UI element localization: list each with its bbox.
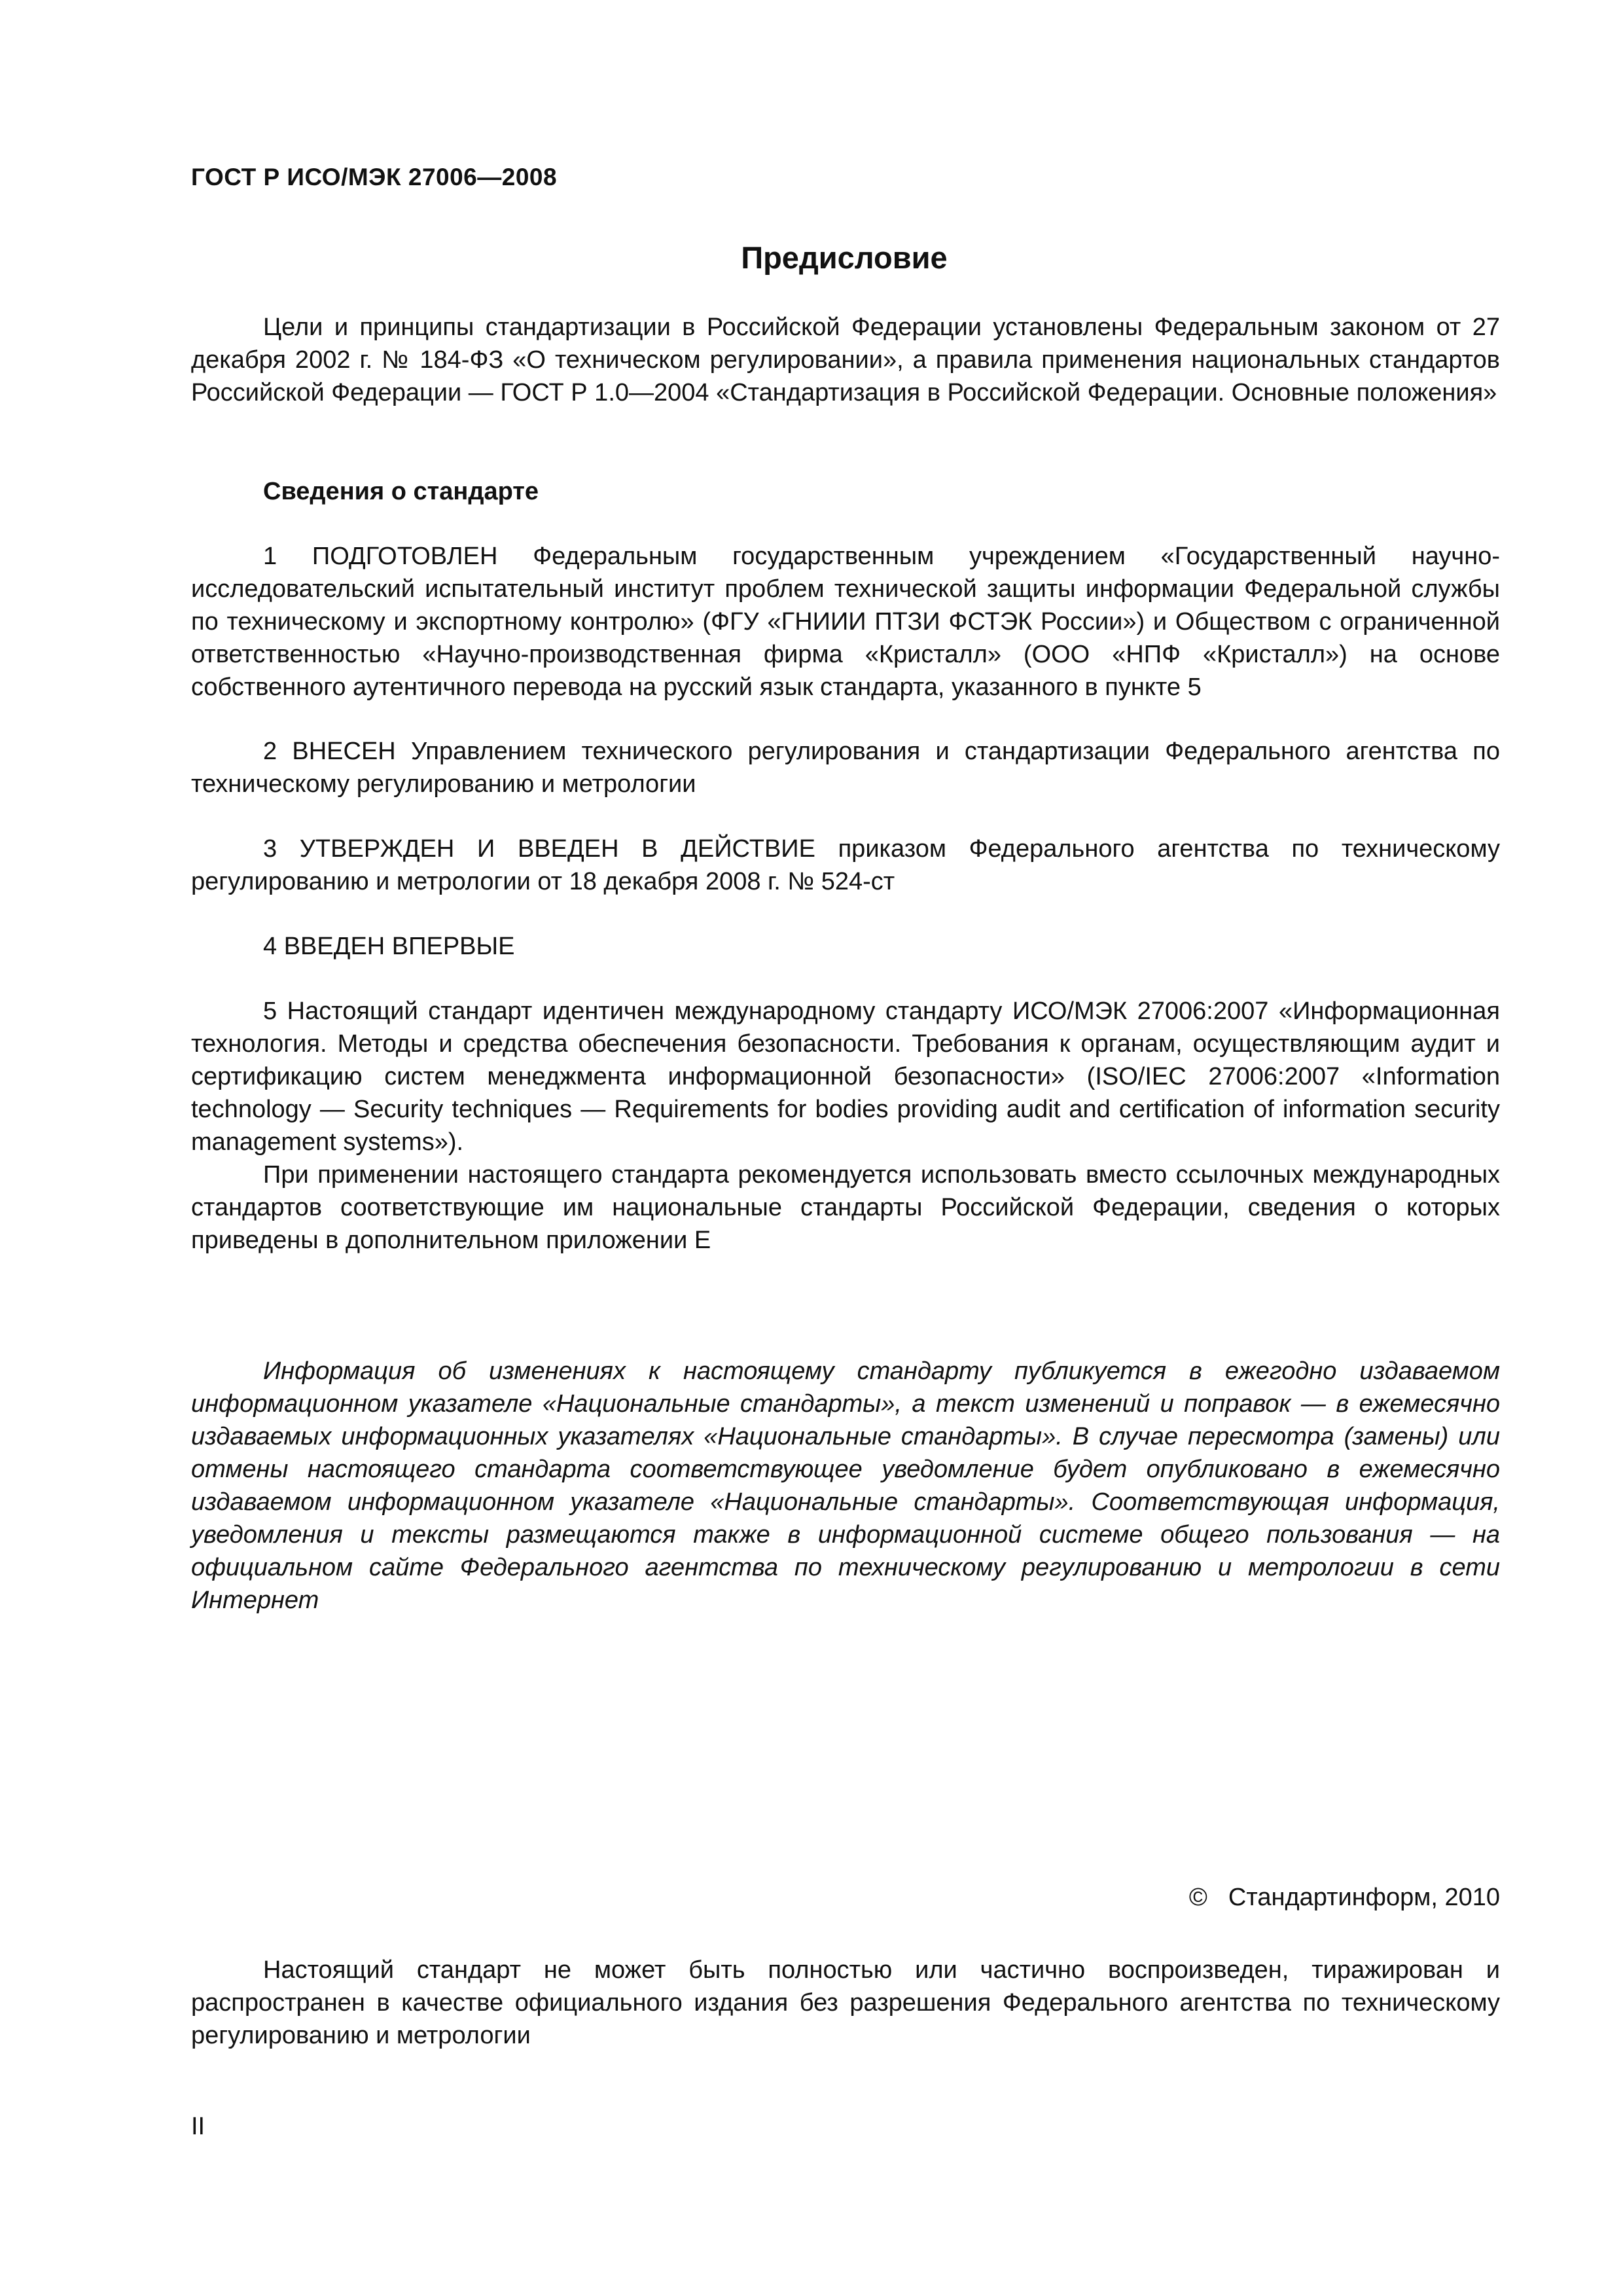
changes-notice-text: Информация об изменениях к настоящему стандарту публикуется в ежегодно издаваемом информационном указателе «Национальные стандарты», а текст изменений и поправок — в ежемесячно издаваемых информационных указателях «Национальные стандарты». В случае пересмотра (замены) или отмены настоящего стандарта соответствующее уведомление будет опубликовано в ежемесячно издаваемом информационном указателе «Национальные стандарты». Соответствующая информация, уведомления и тексты размещаются также в информационной системе общего пользования — на официальном сайте Федерального агентства по техническому регулированию и метрологии в сети Интернет [191,1357,1500,1614]
info-item-5-text: 5 Настоящий стандарт идентичен международному стандарту ИСО/МЭК 27006:2007 «Информационная технология. Методы и средства обеспечения безопасности. Требования к органам, осуществляющим аудит и сертификацию систем менеджмента информационной безопасности» (ISO/IEC 27006:2007 «Information technology — Security techniques — Requirements for bodies providing audit and certification of information security management systems»). [191,997,1500,1156]
info-item-1 [191,540,1500,704]
reproduction-notice [191,1954,1500,2052]
section-title: Предисловие [741,240,948,275]
info-item-3-text: 3 УТВЕРЖДЕН И ВВЕДЕН В ДЕЙСТВИЕ приказом Федерального агентства по техническому регулированию и метрологии от 18 декабря 2008 г. № 524-ст [191,835,1500,895]
changes-notice [191,1355,1500,1617]
copyright-line [1189,1884,1500,1912]
info-item-5 [191,995,1500,1257]
page-number: II [191,2113,205,2140]
info-item-4 [191,930,1500,963]
standard-info-heading: Сведения о стандарте [263,478,539,505]
intro-paragraph [191,311,1500,409]
info-item-4-text: 4 ВВЕДЕН ВПЕРВЫЕ [263,933,515,960]
intro-text: Цели и принципы стандартизации в Российской Федерации установлены Федеральным законом от 27 декабря 2002 г. № 184-ФЗ «О техническом регулировании», а правила применения национальных стандартов Российской Федерации — ГОСТ Р 1.0—2004 «Стандартизация в Российской Федерации. Основные положения» [191,314,1500,406]
info-item-1-text: 1 ПОДГОТОВЛЕН Федеральным государственным учреждением «Государственный научно-исследовательский испытательный институт проблем технической защиты информации Федеральной службы по техническому и экспортному контролю» (ФГУ «ГНИИИ ПТЗИ ФСТЭК России») и Обществом с ограниченной ответственностью «Научно-производственная фирма «Кристалл» (ООО «НПФ «Кристалл») на основе собственного аутентичного перевода на русский язык стандарта, указанного в пункте 5 [191,543,1500,701]
copyright-symbol: © [1188,1884,1207,1911]
copyright-text: Стандартинформ, 2010 [1228,1884,1500,1911]
info-item-3 [191,833,1500,898]
info-item-2 [191,735,1500,800]
document-code-header: ГОСТ Р ИСО/МЭК 27006—2008 [191,164,558,190]
info-item-5-note: При применении настоящего стандарта рекомендуется использовать вместо ссылочных международных стандартов соответствующие им национальные стандарты Российской Федерации, сведения о которых приведены в дополнительном приложении Е [191,1161,1500,1254]
reproduction-notice-text: Настоящий стандарт не может быть полностью или частично воспроизведен, тиражирован и распространен в качестве официального издания без разрешения Федерального агентства по техническому регулированию и метрологии [191,1956,1500,2049]
info-item-2-text: 2 ВНЕСЕН Управлением технического регулирования и стандартизации Федерального агентства по техническому регулированию и метрологии [191,738,1500,798]
